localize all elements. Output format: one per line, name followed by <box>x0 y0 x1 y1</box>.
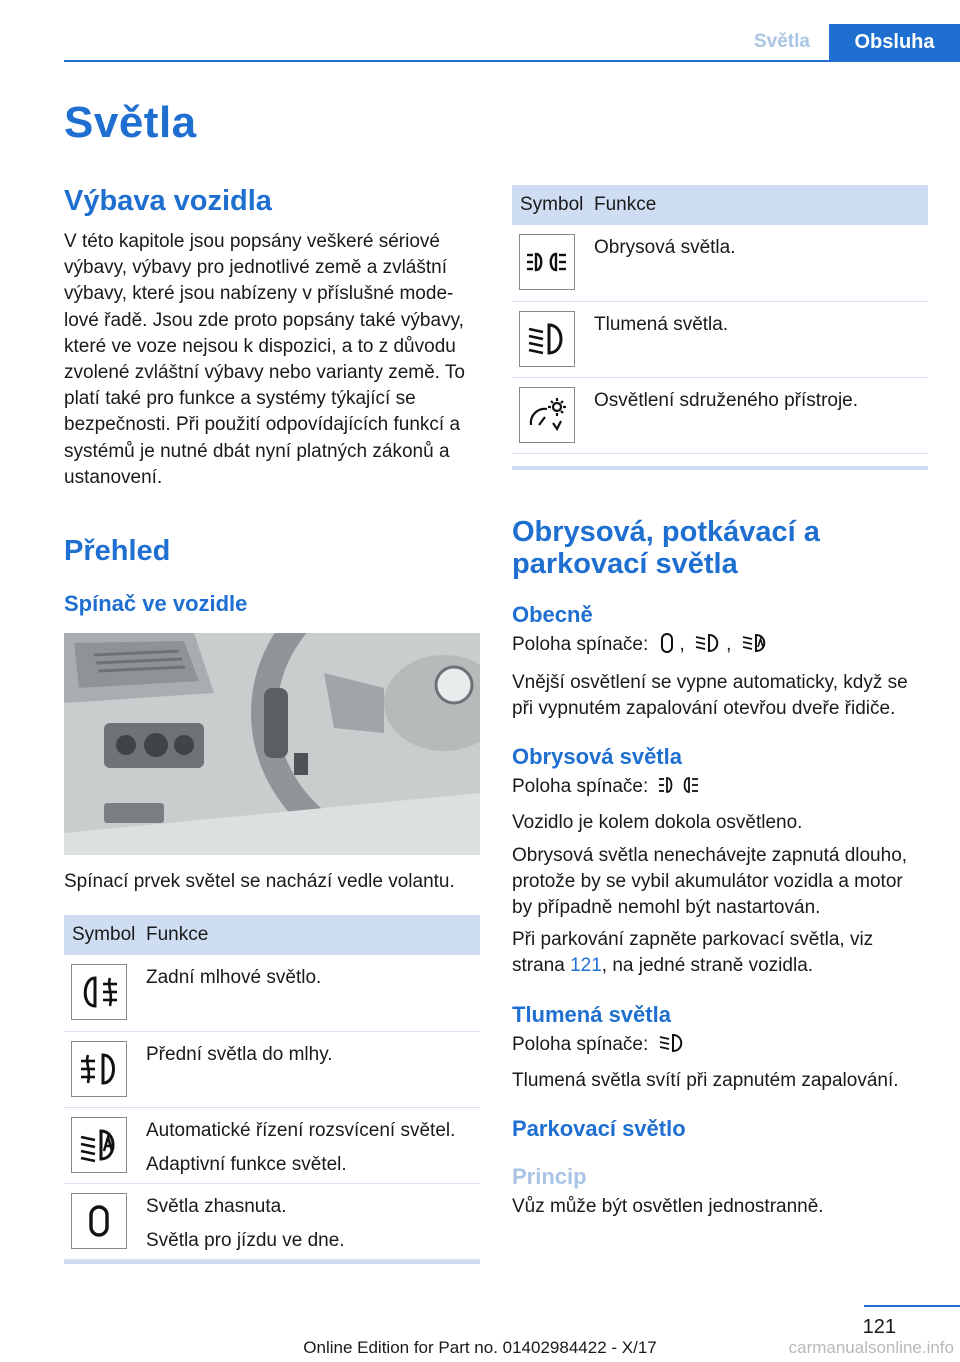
table-header-symbol: Symbol <box>64 915 146 955</box>
page-header <box>735 24 960 60</box>
footer-rule <box>864 1305 960 1307</box>
principle-text: Vůz může být osvětlen jednostranně. <box>512 1195 824 1217</box>
parklight-heading: Parkovací světlo <box>512 1115 686 1141</box>
page-number: 121 <box>862 1316 896 1338</box>
header-chapter-tab[interactable]: Obsluha <box>829 24 960 60</box>
switch-heading: Spínač ve vozidle <box>64 591 248 617</box>
table-row <box>64 1107 480 1183</box>
low-beam-icon <box>519 311 575 367</box>
parking-text-2: Obrysová světla nenechávejte zapnutá dlouho, protože by se vybil akumulátor vozidla a motor by případně nemohl být nastartován. <box>512 844 908 918</box>
table-cell: Světla pro jízdu ve dne. <box>146 1229 345 1251</box>
table-cell: Přední světla do mlhy. <box>146 1043 333 1065</box>
general-text: Vnější osvětlení se vypne automaticky, když se při vypnutém zapalování otevřou dveře řidiče. <box>512 671 908 719</box>
parking-text-3a: Při parkování zapněte parkovací světla, viz strana <box>512 929 874 977</box>
table-end-rule <box>512 466 928 470</box>
left-symbol-table <box>64 915 480 1260</box>
table-cell: Automatické řízení rozsvícení světel. <box>146 1119 456 1141</box>
low-beam-position-icon <box>658 1032 686 1062</box>
off-position-icon <box>658 632 676 662</box>
parking-light-icon <box>519 234 575 290</box>
table-cell: Tlumená světla. <box>594 313 729 335</box>
table-cell: Adaptivní funkce světel. <box>146 1153 347 1175</box>
table-cell: Světla zhasnuta. <box>146 1195 287 1217</box>
page-title: Světla <box>64 98 197 147</box>
lowbeam-text: Tlumená světla svítí při zapnutém zapalování. <box>512 1069 899 1091</box>
section-heading: Obrysová, potkávací a parkovací světla <box>512 515 820 580</box>
table-end-rule <box>64 1260 480 1264</box>
table-row <box>512 225 928 301</box>
parking-switch-line <box>512 774 928 804</box>
parking-text-1: Vozidlo je kolem dokola osvětleno. <box>512 812 803 834</box>
principle-heading: Princip <box>512 1163 587 1189</box>
parking-position-icon <box>658 774 702 804</box>
switch-label: Poloha spínače: <box>512 633 649 655</box>
table-header-symbol: Symbol <box>512 185 594 225</box>
table-header-function: Funkce <box>594 185 928 225</box>
edition-note: Online Edition for Part no. 01402984422 - X/17 <box>303 1338 657 1357</box>
photo-caption: Spínací prvek světel se nachází vedle volantu. <box>64 871 455 893</box>
table-cell: Osvětlení sdruženého přístroje. <box>594 389 859 411</box>
instrument-lighting-icon <box>519 387 575 443</box>
switch-label: Poloha spínače: <box>512 1033 649 1055</box>
table-row <box>64 1183 480 1259</box>
table-cell: Obrysová světla. <box>594 237 736 258</box>
lights-off-icon <box>71 1193 127 1249</box>
rear-fog-light-icon <box>71 964 127 1020</box>
general-switch-line: Poloha spínače: , , <box>512 632 928 662</box>
table-cell: Zadní mlhové světlo. <box>146 967 322 989</box>
equipment-text: V této kapitole jsou popsány veškeré sériové výbavy, výbavy pro jednotlivé země a zvláštní výbavy, které jsou nabízeny v příslušné modelové řadě. Jsou zde proto popsány také výbavy, které ve voze nejsou k dispozici, a to z důvodu zvolené zvláštní výbavy nebo varianty země. To platí také pro funkce a systémy týkající se bezpečnosti. Při použití odpovídajících funkcí a systémů je nutné dbát nyní platných zákonů a ustanovení. <box>64 231 465 488</box>
page-reference-link[interactable]: 121 <box>570 955 602 977</box>
low-beam-position-icon <box>694 632 722 662</box>
lowbeam-heading: Tlumená světla <box>512 1001 671 1027</box>
dashboard-illustration <box>64 633 480 855</box>
watermark: carmanualsonline.info <box>788 1338 954 1357</box>
front-fog-light-icon <box>71 1041 127 1097</box>
parking-text-3b: , na jedné straně vozidla. <box>601 955 814 977</box>
auto-position-icon <box>741 632 769 662</box>
general-heading: Obecně <box>512 601 593 627</box>
parking-text-3 <box>512 927 928 979</box>
equipment-heading: Výbava vozidla <box>64 185 272 217</box>
right-column <box>512 185 928 1220</box>
switch-label: Poloha spínače: <box>512 776 649 798</box>
table-row <box>64 955 480 1031</box>
lowbeam-switch-line <box>512 1032 928 1062</box>
table-row <box>512 301 928 377</box>
right-symbol-table <box>512 185 928 454</box>
table-row <box>64 1031 480 1107</box>
auto-headlight-icon <box>71 1117 127 1173</box>
left-column <box>64 185 480 1264</box>
header-rule <box>64 60 960 62</box>
table-header-function: Funkce <box>146 915 480 955</box>
light-switch-photo <box>64 633 480 855</box>
parking-heading: Obrysová světla <box>512 744 682 770</box>
table-row <box>512 377 928 453</box>
header-section-tab[interactable]: Světla <box>735 24 829 60</box>
overview-heading: Přehled <box>64 535 171 568</box>
